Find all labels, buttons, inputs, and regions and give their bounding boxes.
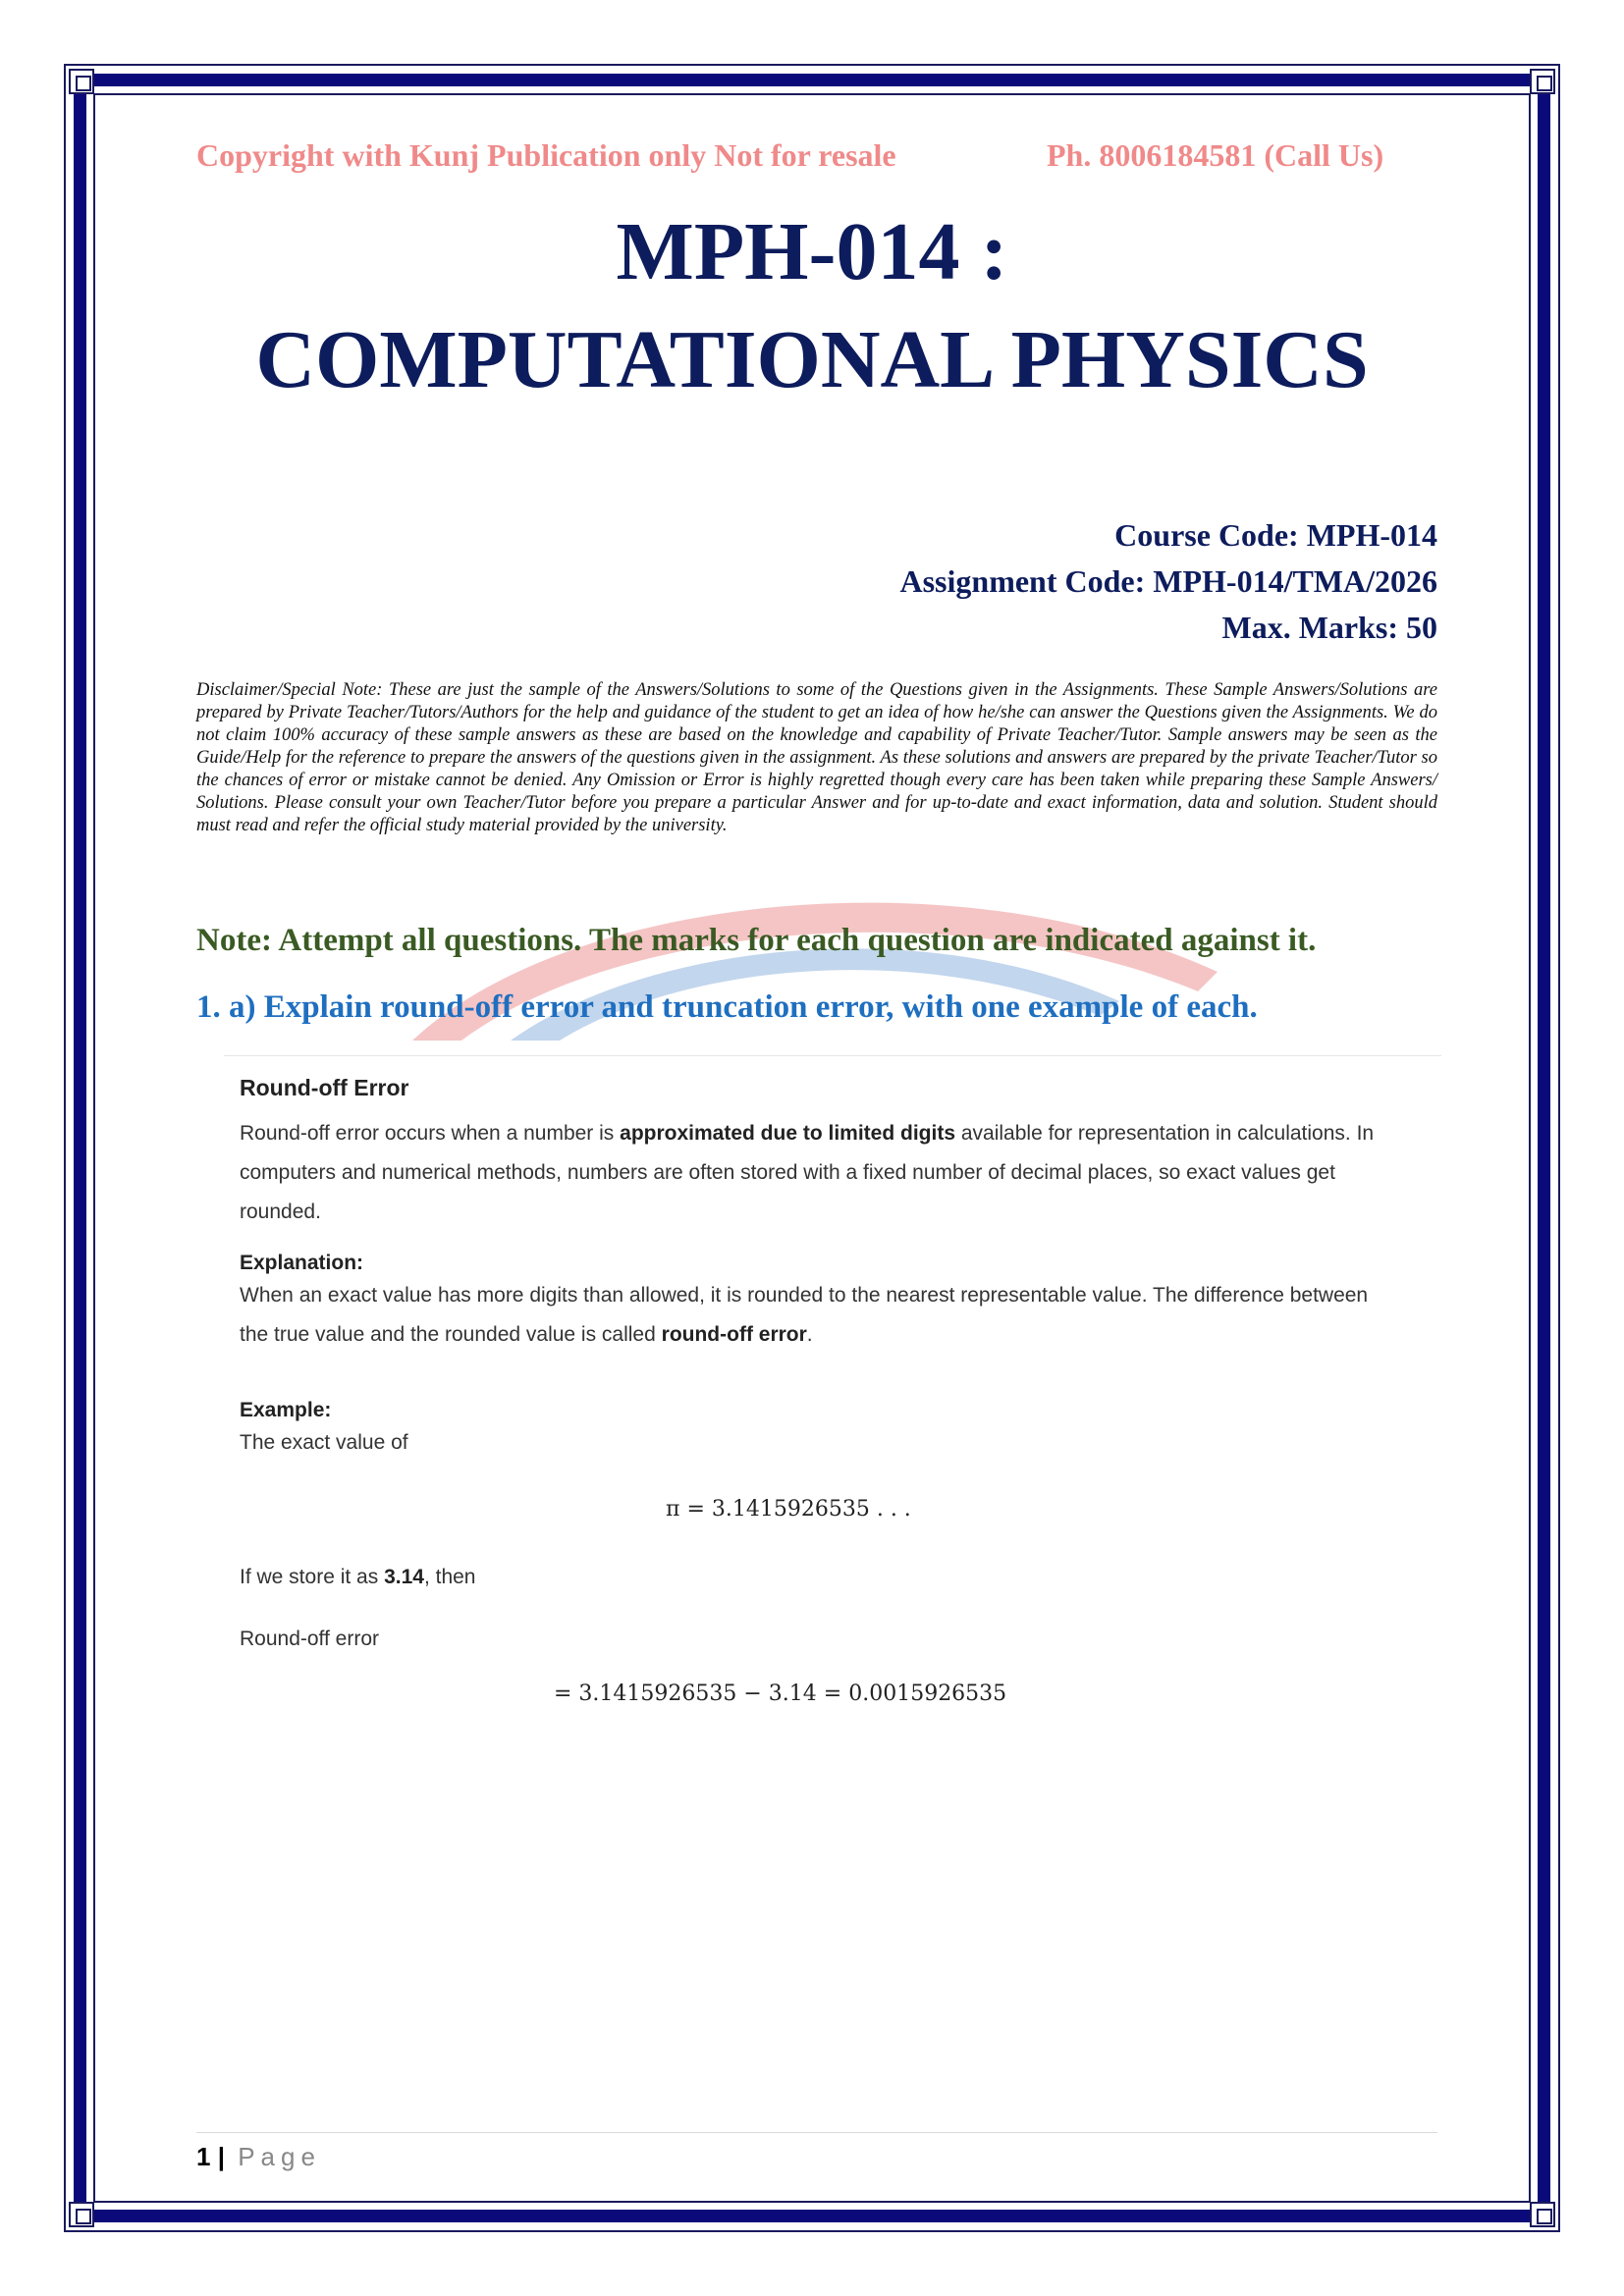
disclaimer-text: Disclaimer/Special Note: These are just the sample of the Answers/Solutions to some of the Questions given in the Assignments. These Sample Answers/Solutions are prepared by Private Teacher/Tutors/Authors for the help and guidance of the student to get an idea of how he/she can answer the Questions given the Assignments. We do not claim 100% accuracy of these sample answers as these are based on the knowledge and capability of Private Teacher/Tutor. Sample answers may be seen as the Guide/Help for the reference to prepare the answers of the questions given in the assignment. As these solutions and answers are prepared by the private Teacher/Tutor so the chances of error or mistake cannot be denied. Any Omission or Error is highly regretted though every care has been taken while preparing these Sample Answers/ Solutions. Please consult your own Teacher/Tutor before you prepare a particular Answer and for up-to-date and exact information, data and solution. Student should must read and refer the official study material provided by the university. [196,680,1437,835]
answer-heading: Round-off Error [240,1075,409,1100]
page-footer [196,2142,321,2172]
explanation-label: Explanation: [240,1252,364,1274]
assignment-code: Assignment Code: MPH-014/TMA/2026 [899,563,1437,599]
border-corner-ornament [1530,69,1555,94]
instructions-note: Note: Attempt all questions. The marks for each question are indicated against it. [196,923,1317,958]
store-text: If we store it as 3.14, then [240,1566,476,1588]
page-number: 1 [196,2142,211,2171]
course-code: Course Code: MPH-014 [1114,517,1437,553]
max-marks: Max. Marks: 50 [1221,610,1437,645]
answer-top-divider [224,1055,1441,1056]
phone-number: Ph. 8006184581 (Call Us) [1047,137,1384,173]
document-title-line1: MPH-014 : [616,206,1008,297]
answer-paragraph: Round-off error occurs when a number is approximated due to limited digits available for representation in calculations. In computers and numerical methods, numbers are often stored with a fixed number of decimal places, so exact values get rounded. [240,1122,1375,1223]
question-1a: 1. a) Explain round-off error and truncation error, with one example of each. [196,989,1258,1025]
example-text: The exact value of [240,1431,408,1454]
copyright-header [196,137,1453,174]
round-off-error-label: Round-off error [240,1628,380,1650]
footer-separator: | [217,2142,225,2171]
copyright-text: Copyright with Kunj Publication only Not for resale [196,137,896,173]
answer-block [224,1055,1441,1742]
pi-equation: π = 3.1415926535 . . . [666,1497,911,1522]
footer-divider [196,2132,1437,2133]
course-codes [899,512,1437,651]
example-label: Example: [240,1399,332,1421]
document-title-line2: COMPUTATIONAL PHYSICS [255,314,1369,405]
border-corner-ornament [69,2202,94,2227]
border-corner-ornament [69,69,94,94]
page-label: Page [238,2142,321,2171]
border-corner-ornament [1530,2202,1555,2227]
explanation-paragraph: When an exact value has more digits than allowed, it is rounded to the nearest representable value. The difference between the true value and the rounded value is called round-off error. [240,1284,1369,1346]
round-off-error-equation: = 3.1415926535 − 3.14 = 0.0015926535 [554,1682,1007,1706]
